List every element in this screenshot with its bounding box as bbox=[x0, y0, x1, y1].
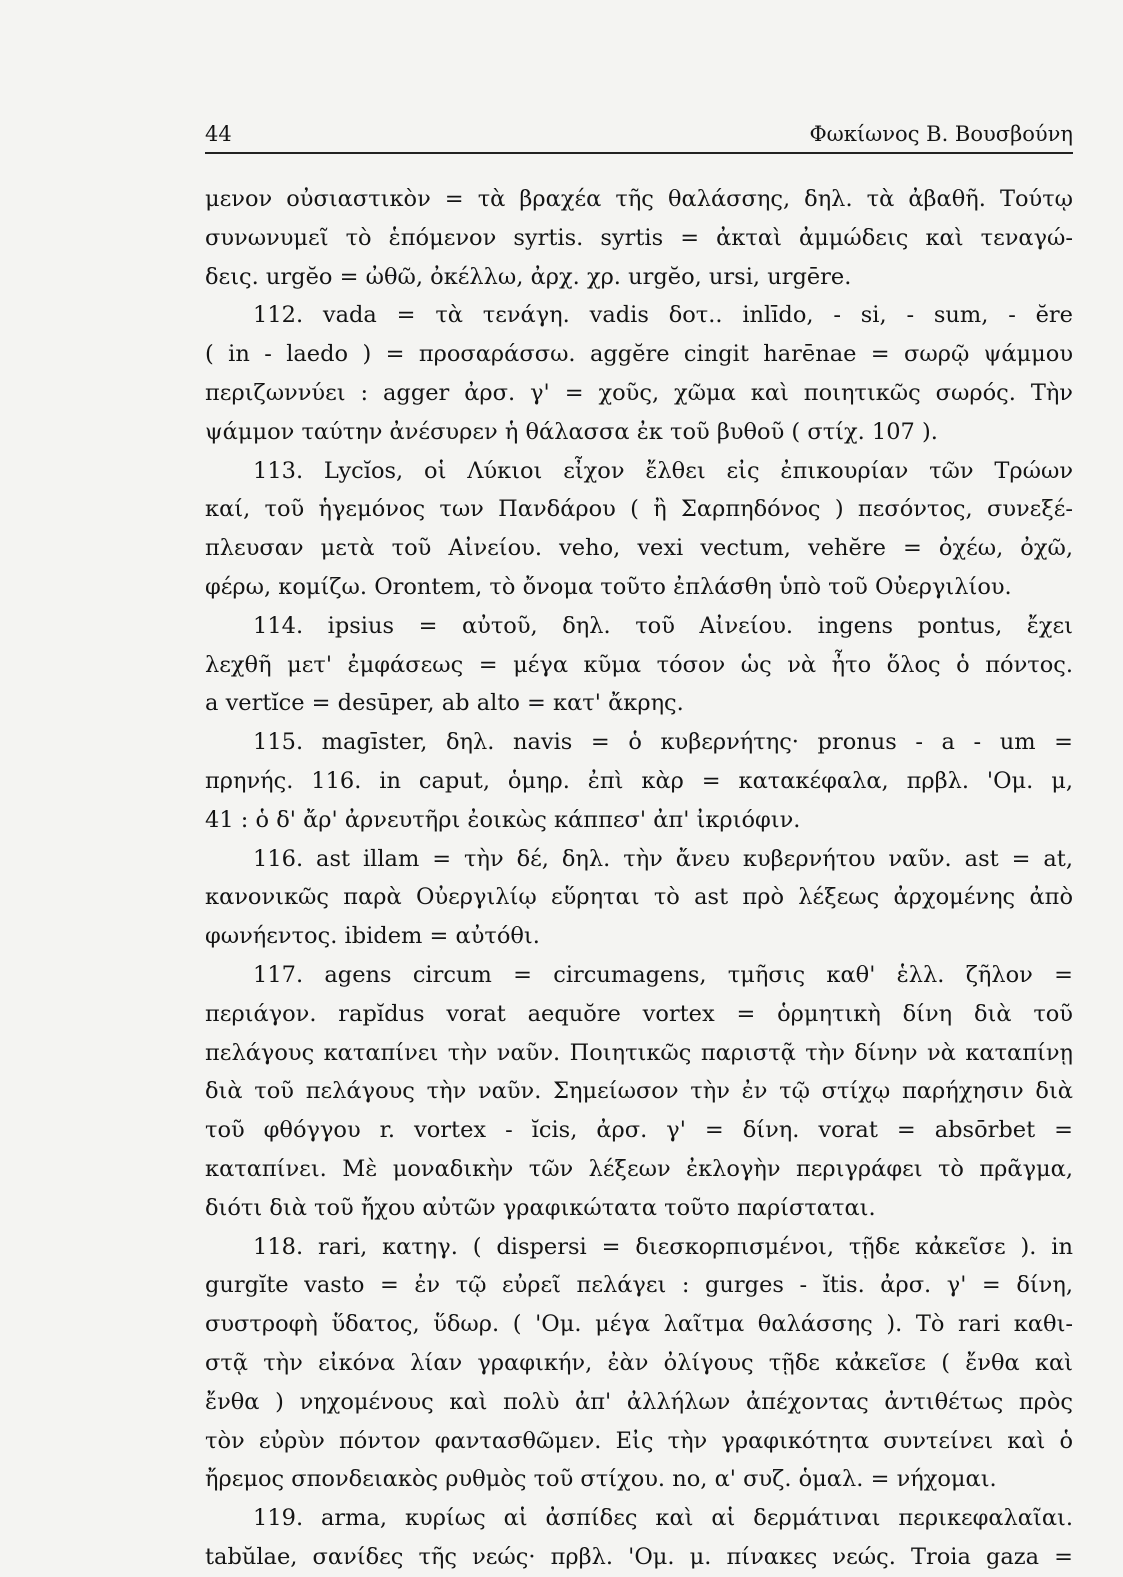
text-line: 119. arma, κυρίως αἱ ἀσπίδες καὶ αἱ δερμάτιναι περικεφαλαῖαι. bbox=[253, 1505, 1073, 1532]
text-line: ἤρεμος σπονδειακὸς ρυθμὸς τοῦ στίχου. no, α' συζ. ὁμαλ. = νήχομαι. bbox=[205, 1466, 997, 1493]
text-line: 112. vada = τὰ τενάγη. vadis δοτ.. inlīdo, - si, - sum, - ĕre bbox=[253, 302, 1073, 329]
text-line: tabŭlae, σανίδες τῆς νεώς· πρβλ. 'Ομ. μ. πίνακες νεώς. Troia gaza = bbox=[205, 1543, 1073, 1570]
text-line: συνωνυμεῖ τὸ ἑπόμενον syrtis. syrtis = ἀκταὶ ἀμμώδεις καὶ τεναγώ- bbox=[205, 224, 1073, 251]
text-line: στᾷ τὴν εἰκόνα λίαν γραφικήν, ἐὰν ὀλίγους τῇδε κἀκεῖσε ( ἔνθα καὶ bbox=[205, 1349, 1073, 1376]
text-line: καί, τοῦ ἡγεμόνος των Πανδάρου ( ἢ Σαρπηδόνος ) πεσόντος, συνεξέ- bbox=[205, 496, 1073, 523]
text-line: περιζωννύει : agger ἀρσ. γ' = χοῦς, χῶμα καὶ ποιητικῶς σωρός. Τὴν bbox=[205, 379, 1073, 406]
text-line: 116. ast illam = τὴν δέ, δηλ. τὴν ἄνευ κυβερνήτου ναῦν. ast = at, bbox=[253, 845, 1073, 872]
text-line: τοῦ φθόγγου r. vortex - ĭcis, ἀρσ. γ' = δίνη. vorat = absōrbet = bbox=[205, 1117, 1073, 1144]
text-line: 113. Lycĭos, οἱ Λύκιοι εἶχον ἔλθει εἰς ἐπικουρίαν τῶν Τρώων bbox=[253, 457, 1073, 484]
text-line: διὰ τοῦ πελάγους τὴν ναῦν. Σημείωσον τὴν ἐν τῷ στίχῳ παρήχησιν διὰ bbox=[205, 1078, 1073, 1105]
running-head: Φωκίωνος Β. Βουσβούνη bbox=[809, 122, 1073, 146]
text-line: φωνήεντος. ibidem = αὐτόθι. bbox=[205, 923, 540, 950]
text-line: συστροφὴ ὕδατος, ὕδωρ. ( 'Ομ. μέγα λαῖτμα θαλάσσης ). Τὸ rari καθι- bbox=[205, 1311, 1073, 1338]
text-line: τὸν εὐρὺν πόντον φαντασθῶμεν. Εἰς τὴν γραφικότητα συντείνει καὶ ὁ bbox=[205, 1427, 1073, 1454]
text-line: 41 : ὁ δ' ἄρ' ἀρνευτῆρι ἐοικὼς κάππεσ' ἀπ' ἰκριόφιν. bbox=[205, 806, 801, 833]
text-line: 115. magīster, δηλ. navis = ὁ κυβερνήτης· pronus - a - um = bbox=[253, 729, 1073, 756]
text-line: πρηνής. 116. in caput, ὁμηρ. ἐπὶ κὰρ = κατακέφαλα, πρβλ. 'Ομ. μ, bbox=[205, 767, 1073, 794]
text-line: λεχθῆ μετ' ἐμφάσεως = μέγα κῦμα τόσον ὡς νὰ ἦτο ὅλος ὁ πόντος. bbox=[205, 651, 1073, 678]
text-line: 118. rari, κατηγ. ( dispersi = διεσκορπισμένοι, τῇδε κἀκεῖσε ). in bbox=[253, 1233, 1073, 1260]
text-line: μενον οὐσιαστικὸν = τὰ βραχέα τῆς θαλάσσης, δηλ. τὰ ἀβαθῆ. Τούτῳ bbox=[205, 186, 1073, 212]
text-line: κανονικῶς παρὰ Οὐεργιλίῳ εὕρηται τὸ ast πρὸ λέξεως ἀρχομένης ἀπὸ bbox=[205, 884, 1073, 911]
page-number: 44 bbox=[205, 122, 232, 146]
text-line: καταπίνει. Μὲ μοναδικὴν τῶν λέξεων ἐκλογὴν περιγράφει τὸ πρᾶγμα, bbox=[205, 1155, 1073, 1182]
text-line: ( in - laedo ) = προσαράσσω. aggĕre cingit harēnae = σωρῷ ψάμμου bbox=[205, 341, 1073, 368]
page-header bbox=[205, 116, 1073, 152]
text-line: δεις. urgĕo = ὠθῶ, ὀκέλλω, ἀρχ. χρ. urgĕo, ursi, urgēre. bbox=[205, 263, 852, 290]
header-rule bbox=[205, 152, 1073, 154]
text-line: πλευσαν μετὰ τοῦ Αἰνείου. veho, vexi vectum, vehĕre = ὀχέω, ὀχῶ, bbox=[205, 535, 1073, 562]
text-line: ἔνθα ) νηχομένους καὶ πολὺ ἀπ' ἀλλήλων ἀπέχοντας ἀντιθέτως πρὸς bbox=[205, 1388, 1073, 1415]
text-line: φέρω, κομίζω. Orontem, τὸ ὄνομα τοῦτο ἐπλάσθη ὑπὸ τοῦ Οὐεργιλίου. bbox=[205, 573, 1012, 600]
text-line: 114. ipsius = αὐτοῦ, δηλ. τοῦ Αἰνείου. ingens pontus, ἔχει bbox=[253, 612, 1073, 639]
text-line: ψάμμον ταύτην ἀνέσυρεν ἡ θάλασσα ἐκ τοῦ βυθοῦ ( στίχ. 107 ). bbox=[205, 418, 938, 445]
text-line: a vertĭce = desūper, ab alto = κατ' ἄκρης. bbox=[205, 690, 684, 717]
text-line: gurgĭte vasto = ἐν τῷ εὐρεῖ πελάγει : gurges - ĭtis. ἀρσ. γ' = δίνη, bbox=[205, 1272, 1073, 1299]
body-text bbox=[205, 180, 1073, 1577]
text-line: πελάγους καταπίνει τὴν ναῦν. Ποιητικῶς παριστᾷ τὴν δίνην νὰ καταπίνῃ bbox=[205, 1039, 1073, 1066]
text-line: διότι διὰ τοῦ ἤχου αὐτῶν γραφικώτατα τοῦτο παρίσταται. bbox=[205, 1194, 876, 1221]
text-line: 117. agens circum = circumagens, τμῆσις καθ' ἑλλ. ζῆλον = bbox=[253, 961, 1073, 988]
text-line: περιάγον. rapĭdus vorat aequŏre vortex = ὁρμητικὴ δίνη διὰ τοῦ bbox=[205, 1000, 1073, 1027]
